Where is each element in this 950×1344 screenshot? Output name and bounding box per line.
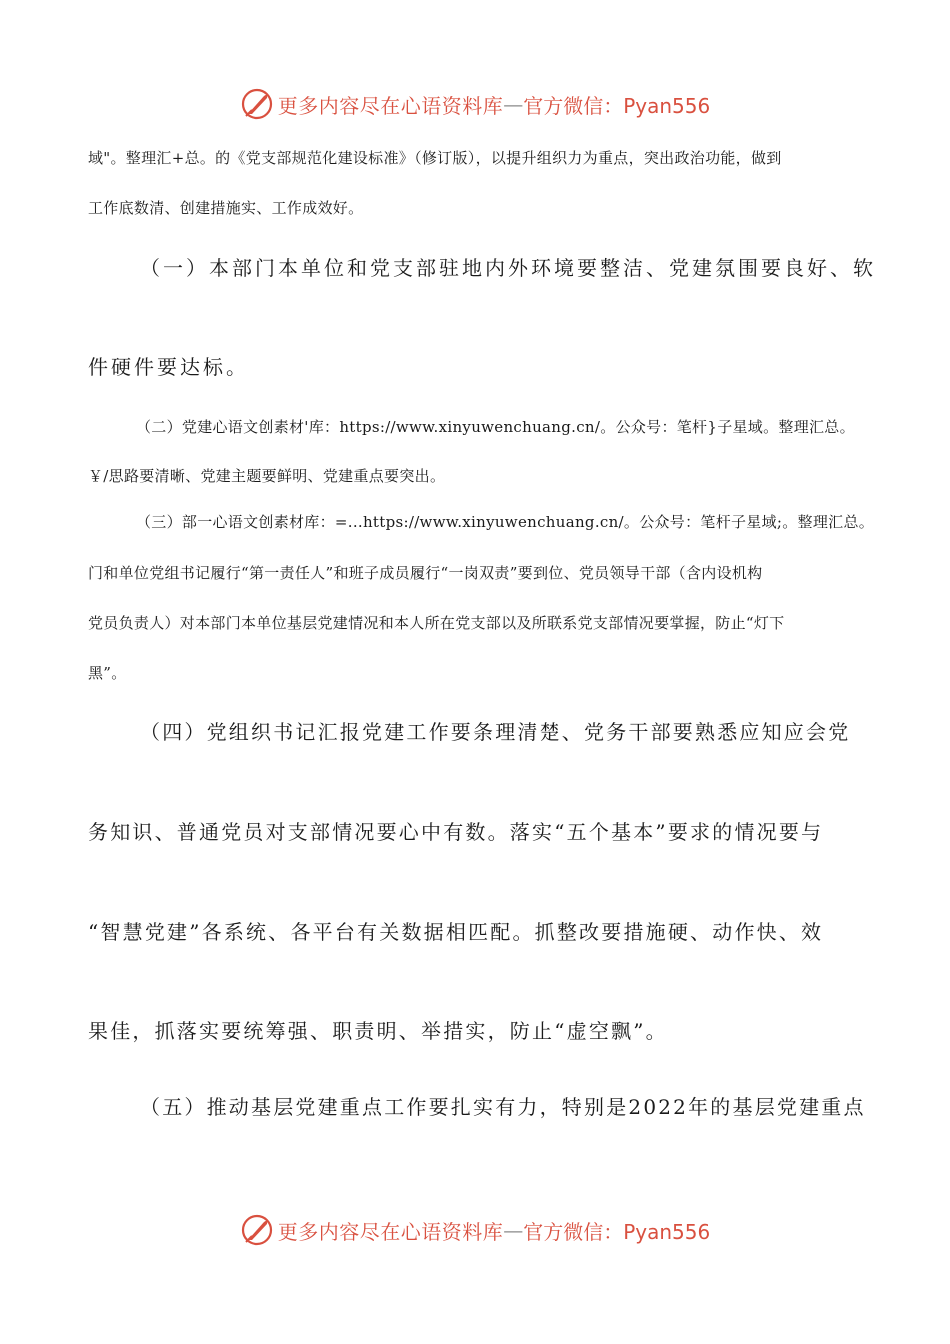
section-4-heading: （四）党组织书记汇报党建工作要条理清楚、党务干部要熟悉应知应会党	[140, 720, 851, 744]
section-3-line-4: 黑”。	[88, 664, 127, 682]
section-4-line-4: 果佳，抓落实要统筹强、职责明、举措实，防止“虚空飘”。	[88, 1019, 668, 1043]
section-3-heading: （三）部一心语文创素材库：=...https://www.xinyuwenchuang.cn/。公众号：笔杆子星域;。整理汇总。	[136, 513, 875, 531]
wechat-text: 官方微信：Pyan556	[523, 1219, 711, 1244]
quill-pen-icon	[240, 87, 274, 121]
header-banner	[0, 84, 950, 124]
section-2-continuation: ￥/思路要清晰、党建主题要鲜明、党建重点要突出。	[88, 467, 446, 485]
section-1-continuation: 件硬件要达标。	[88, 355, 249, 379]
brand-text: 更多内容尽在心语资料库	[277, 93, 504, 118]
section-5-heading: （五）推动基层党建重点工作要扎实有力，特别是2022年的基层党建重点	[140, 1095, 866, 1119]
banner-separator: —	[503, 92, 524, 116]
wechat-text: 官方微信：Pyan556	[523, 93, 711, 118]
body-line-1: 域"。整理汇+总。的《党支部规范化建设标准》（修订版），以提升组织力为重点，突出政治功能，做到	[88, 149, 782, 167]
body-line-2: 工作底数清、创建措施实、工作成效好。	[88, 199, 364, 217]
quill-pen-icon	[240, 1213, 274, 1247]
section-4-line-3: “智慧党建”各系统、各平台有关数据相匹配。抓整改要措施硬、动作快、效	[88, 920, 824, 944]
section-3-line-3: 党员负责人）对本部门本单位基层党建情况和本人所在党支部以及所联系党支部情况要掌握，防止“灯下	[88, 614, 785, 632]
banner-separator: —	[503, 1218, 524, 1242]
brand-text: 更多内容尽在心语资料库	[277, 1219, 504, 1244]
section-3-line-2: 门和单位党组书记履行“第一责任人”和班子成员履行“一岗双责”要到位、党员领导干部（含内设机构	[88, 564, 763, 582]
section-2-heading: （二）党建心语文创素材'库：https://www.xinyuwenchuang.cn/。公众号：笔杆}子星域。整理汇总。	[136, 418, 855, 436]
section-1-heading: （一）本部门本单位和党支部驻地内外环境要整洁、党建氛围要良好、软	[140, 256, 876, 280]
footer-banner	[0, 1210, 950, 1250]
section-4-line-2: 务知识、普通党员对支部情况要心中有数。落实“五个基本”要求的情况要与	[88, 820, 824, 844]
